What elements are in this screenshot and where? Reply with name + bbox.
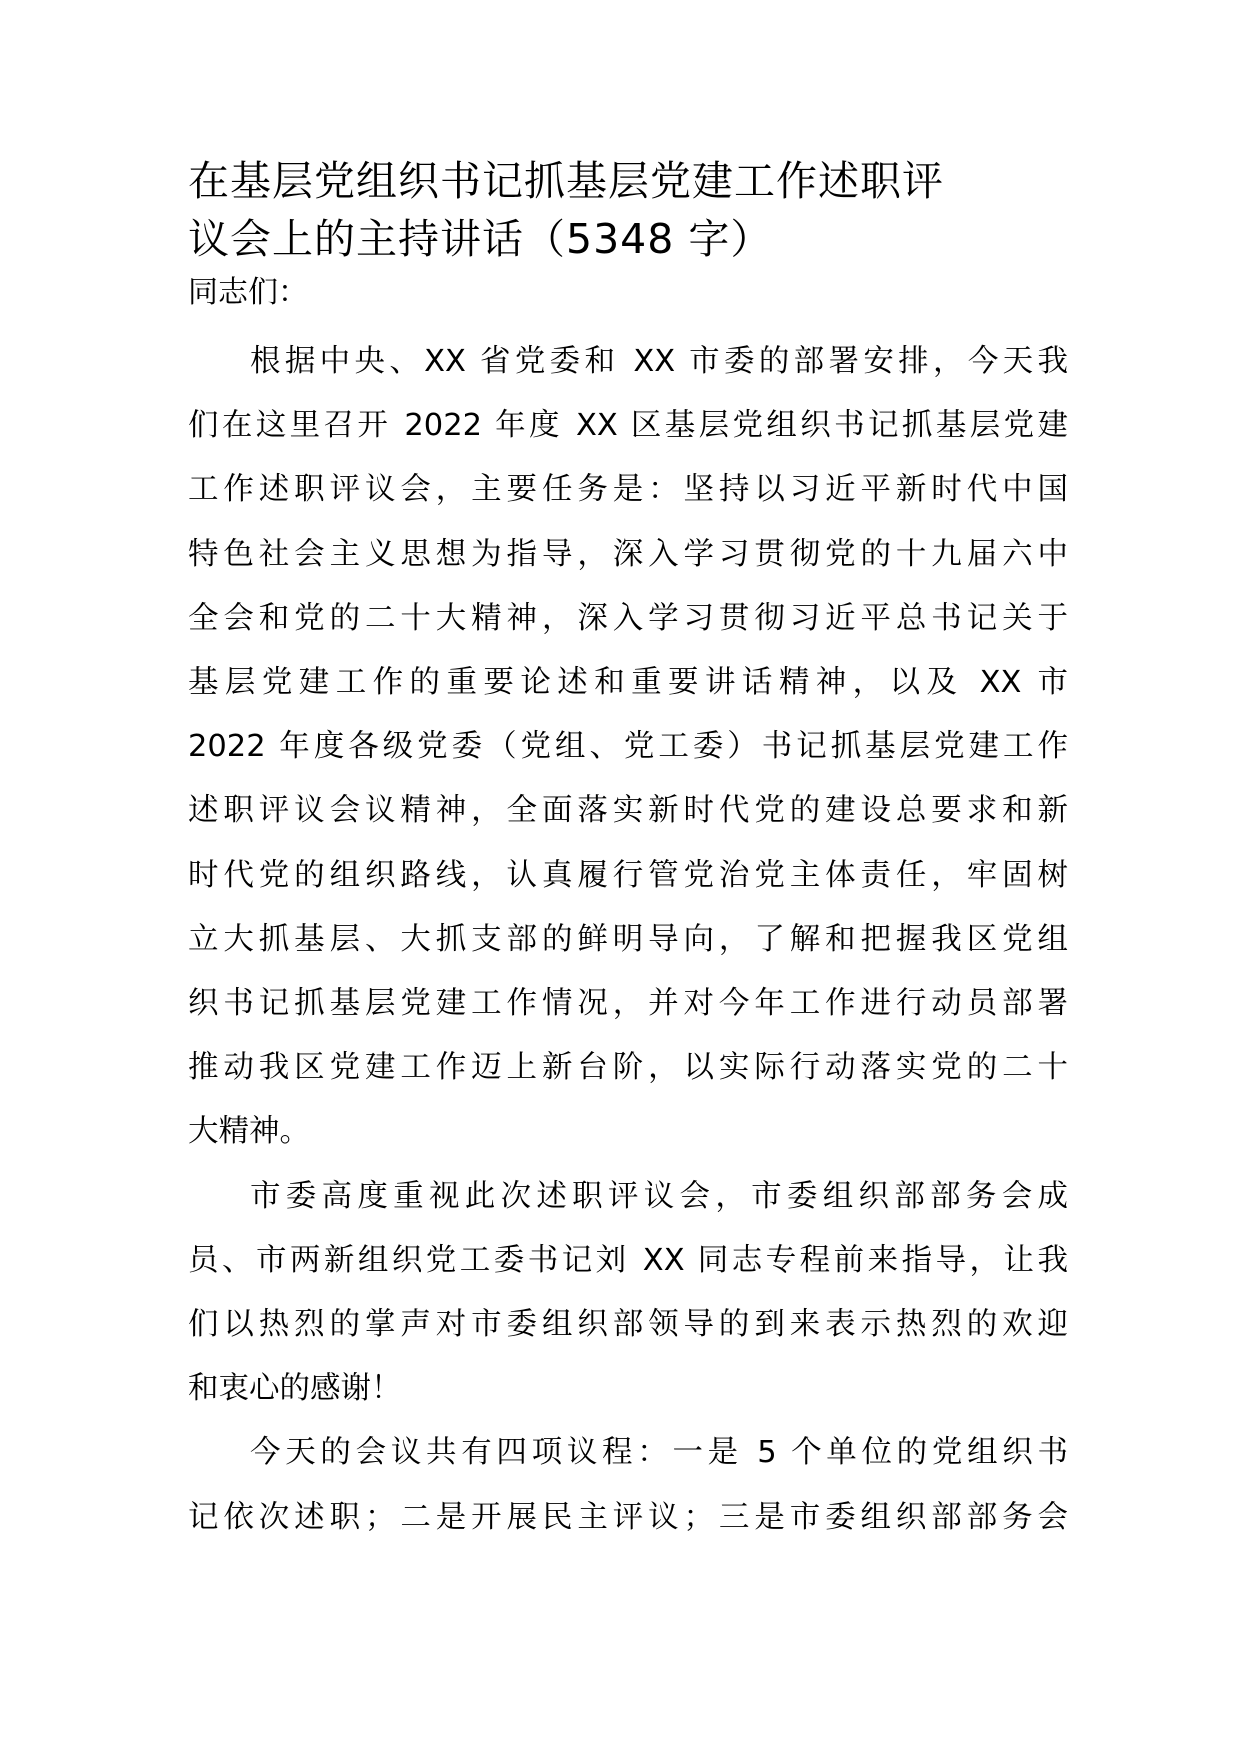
text-line: 员、市两新组织党工委书记刘 XX 同志专程前来指导，让我	[188, 1242, 1068, 1278]
document-title	[188, 152, 1068, 268]
text-line: 们以热烈的掌声对市委组织部领导的到来表示热烈的欢迎	[188, 1307, 1068, 1343]
text-line: 立大抓基层、大抓支部的鲜明导向，了解和把握我区党组	[188, 921, 1068, 957]
text-line: 全会和党的二十大精神，深入学习贯彻习近平总书记关于	[188, 600, 1068, 636]
text-line: 记依次述职；二是开展民主评议；三是市委组织部部务会	[188, 1499, 1068, 1535]
text-line: 述职评议会议精神，全面落实新时代党的建设总要求和新	[188, 793, 1068, 829]
title-line: 议会上的主持讲话（5348 字）	[188, 215, 773, 263]
text-line: 2022 年度各级党委（党组、党工委）书记抓基层党建工作	[188, 729, 1068, 765]
paragraph-1	[188, 330, 1068, 1165]
text-line: 时代党的组织路线，认真履行管党治党主体责任，牢固树	[188, 857, 1068, 893]
text-line: 特色社会主义思想为指导，深入学习贯彻党的十九届六中	[188, 536, 1068, 572]
text-line: 今天的会议共有四项议程：一是 5 个单位的党组织书	[250, 1435, 1068, 1471]
text-line: 大精神。	[188, 1114, 310, 1150]
text-line: 和衷心的感谢！	[188, 1371, 402, 1407]
document-body	[188, 330, 1068, 1550]
paragraph-2	[188, 1165, 1068, 1422]
text-line: 基层党建工作的重要论述和重要讲话精神，以及 XX 市	[188, 665, 1068, 701]
text-line: 工作述职评议会，主要任务是：坚持以习近平新时代中国	[188, 472, 1068, 508]
salutation: 同志们：	[188, 275, 308, 310]
text-line: 市委高度重视此次述职评议会，市委组织部部务会成	[250, 1178, 1068, 1214]
text-line: 们在这里召开 2022 年度 XX 区基层党组织书记抓基层党建	[188, 408, 1068, 444]
title-line: 在基层党组织书记抓基层党建工作述职评	[188, 157, 944, 205]
text-line: 推动我区党建工作迈上新台阶，以实际行动落实党的二十	[188, 1050, 1068, 1086]
text-line: 根据中央、XX 省党委和 XX 市委的部署安排，今天我	[250, 344, 1068, 379]
text-line: 织书记抓基层党建工作情况，并对今年工作进行动员部署	[188, 986, 1068, 1022]
paragraph-3	[188, 1421, 1068, 1549]
